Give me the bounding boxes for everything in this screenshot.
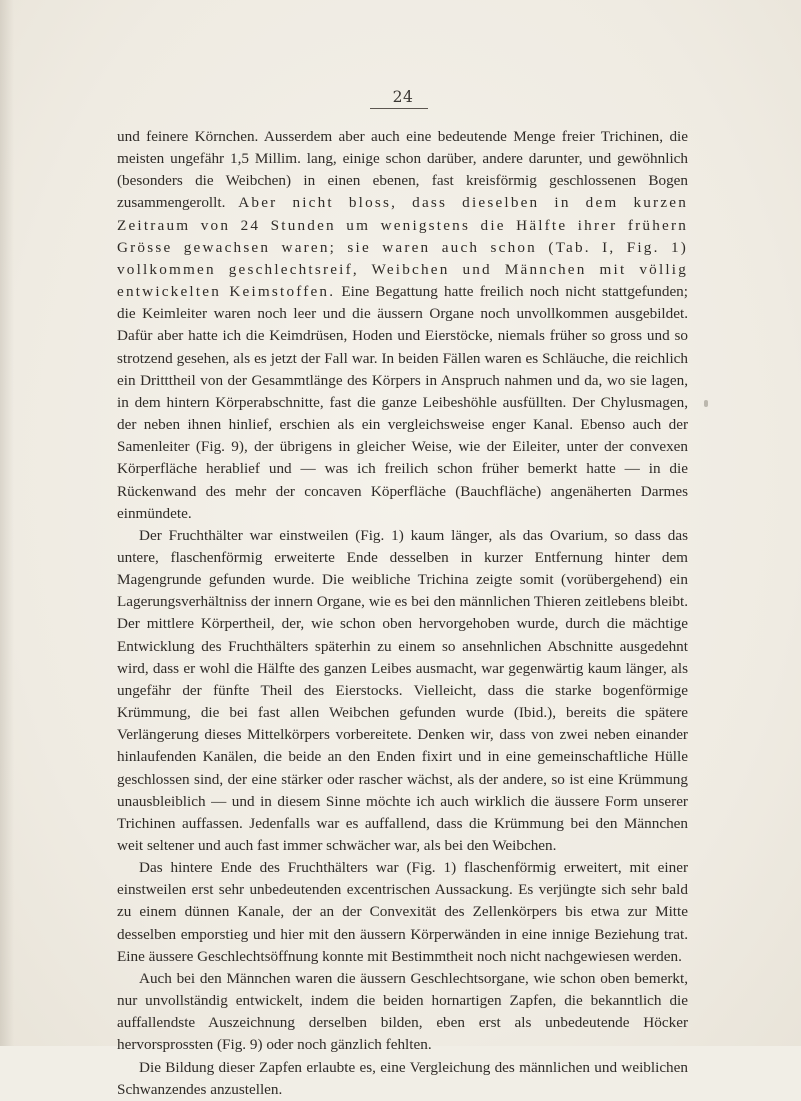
text-run: Auch bei den Männchen waren die äussern Geschlechtsorgane, wie schon oben bemerkt, nur unvollständig entwickelt, indem die beiden hornartigen Zapfen, die bekanntlich die auffallendste Auszeichnung derselben bilden, eben erst als unbedeutende Höcker hervorsprossten (Fig. 9) oder noch gänzlich fehlten. xyxy=(117,969,688,1054)
spaced-emphasis-text: Aber nicht bloss, dass dieselben in dem kurzen Zeitraum von 24 Stunden um wenigstens die Hälfte ihrer frühern Grösse gewachsen waren; sie waren auch schon (Tab. I, Fig. 1) vollkommen geschlechtsreif, Weibchen und Männchen mit völlig entwickelten Keimstoffen. xyxy=(117,194,688,301)
margin-speck xyxy=(704,400,708,407)
paragraph-1 xyxy=(117,126,688,525)
body-text xyxy=(117,126,688,1101)
page-number: 24 xyxy=(392,88,414,106)
text-run: und feinere Körnchen. Ausserdem aber auch eine bedeutende Menge freier Trichinen, die meisten ungefähr 1,5 Millim. lang, einige schon darüber, andere darunter, und gewöhnlich (besonders die Weibchen) in einen ebenen, fast kreisförmig geschlossenen Bogen zusammengerollt. xyxy=(117,128,688,212)
paragraph-2 xyxy=(117,525,688,857)
text-run: Der Fruchthälter war einstweilen (Fig. 1) kaum länger, als das Ovarium, so dass das untere, flaschenförmig erweiterte Ende desselben in kurzer Entfernung hinter dem Magengrunde gefunden wurde. Die weibliche Trichina zeigte somit (vorübergehend) ein Lagerungsverhältniss der innern Organe, wie es bei den männlichen Thieren zeitlebens bleibt. Der mittlere Körpertheil, der, wie schon oben hervorgehoben wurde, durch die mächtige Entwicklung des Fruchthälters späterhin zu einem so ansehnlichen Abschnitte ausgedehnt wird, dass er wohl die Hälfte des ganzen Leibes ausmacht, war gegenwärtig kaum länger, als ungefähr der fünfte Theil des Eierstocks. Vielleicht, dass die starke bogenförmige Krümmung, die bei fast allen Weibchen gefunden wurde (Ibid.), bereits die spätere Verlängerung dieses Mittelkörpers vorbereitete. Denken wir, dass von zwei neben einander hinlaufenden Kanälen, die beide an den Enden fixirt und in eine gemeinschaftliche Hülle geschlossen sind, der eine stärker oder rascher wächst, als der andere, so ist eine Krümmung unausbleiblich — und in diesem Sinne möchte ich auch wirklich die äussere Form unserer Trichinen auffassen. Jedenfalls war es auffallend, dass die Krümmung bei den Männchen weit seltener und auch fast immer schwächer war, als bei den Weibchen. xyxy=(117,526,688,854)
paragraph-5 xyxy=(117,1057,688,1101)
spine-shadow xyxy=(0,0,14,1046)
page-number-rule xyxy=(370,108,428,109)
paragraph-3 xyxy=(117,857,688,968)
text-run: Das hintere Ende des Fruchthälters war (Fig. 1) flaschenförmig erweitert, mit einer einstweilen erst sehr unbedeutenden excentrischen Aussackung. Es verjüngte sich sehr bald zu einem dünnen Kanale, der an der Convexität des Zellenkörpers bis etwa zur Mitte desselben emporstieg und hier mit den äussern Körperwänden in eine innige Beziehung trat. Eine äussere Geschlechtsöffnung konnte mit Bestimmtheit noch nicht nachgewiesen werden. xyxy=(117,859,688,965)
text-run: Eine Begattung hatte freilich noch nicht stattgefunden; die Keimleiter waren noch leer und die äussern Organe noch unvollkommen ausgebildet. Dafür aber hatte ich die Keimdrüsen, Hoden und Eierstöcke, niemals früher so gross und so strotzend gesehen, als es jetzt der Fall war. In beiden Fällen waren es Schläuche, die reichlich ein Dritttheil von der Gesammtlänge des Körpers in Anspruch nahmen und da, wo sie lagen, in dem hintern Körperabschnitte, fast die ganze Leibeshöhle ausfüllten. Der Chylusmagen, der neben ihnen hinlief, erschien als ein vergleichsweise enger Kanal. Ebenso auch der Samenleiter (Fig. 9), der übrigens in gleicher Weise, wie der Eileiter, unter der convexen Körperfläche herablief und — was ich freilich schon früher bemerkt hatte — in die Rückenwand des mehr der concaven Köperfläche (Bauchfläche) angenäherten Darmes einmündete. xyxy=(117,283,688,522)
text-run: Die Bildung dieser Zapfen erlaubte es, eine Vergleichung des männlichen und weiblichen Schwanzendes anzustellen. xyxy=(117,1058,688,1098)
paragraph-4 xyxy=(117,968,688,1057)
